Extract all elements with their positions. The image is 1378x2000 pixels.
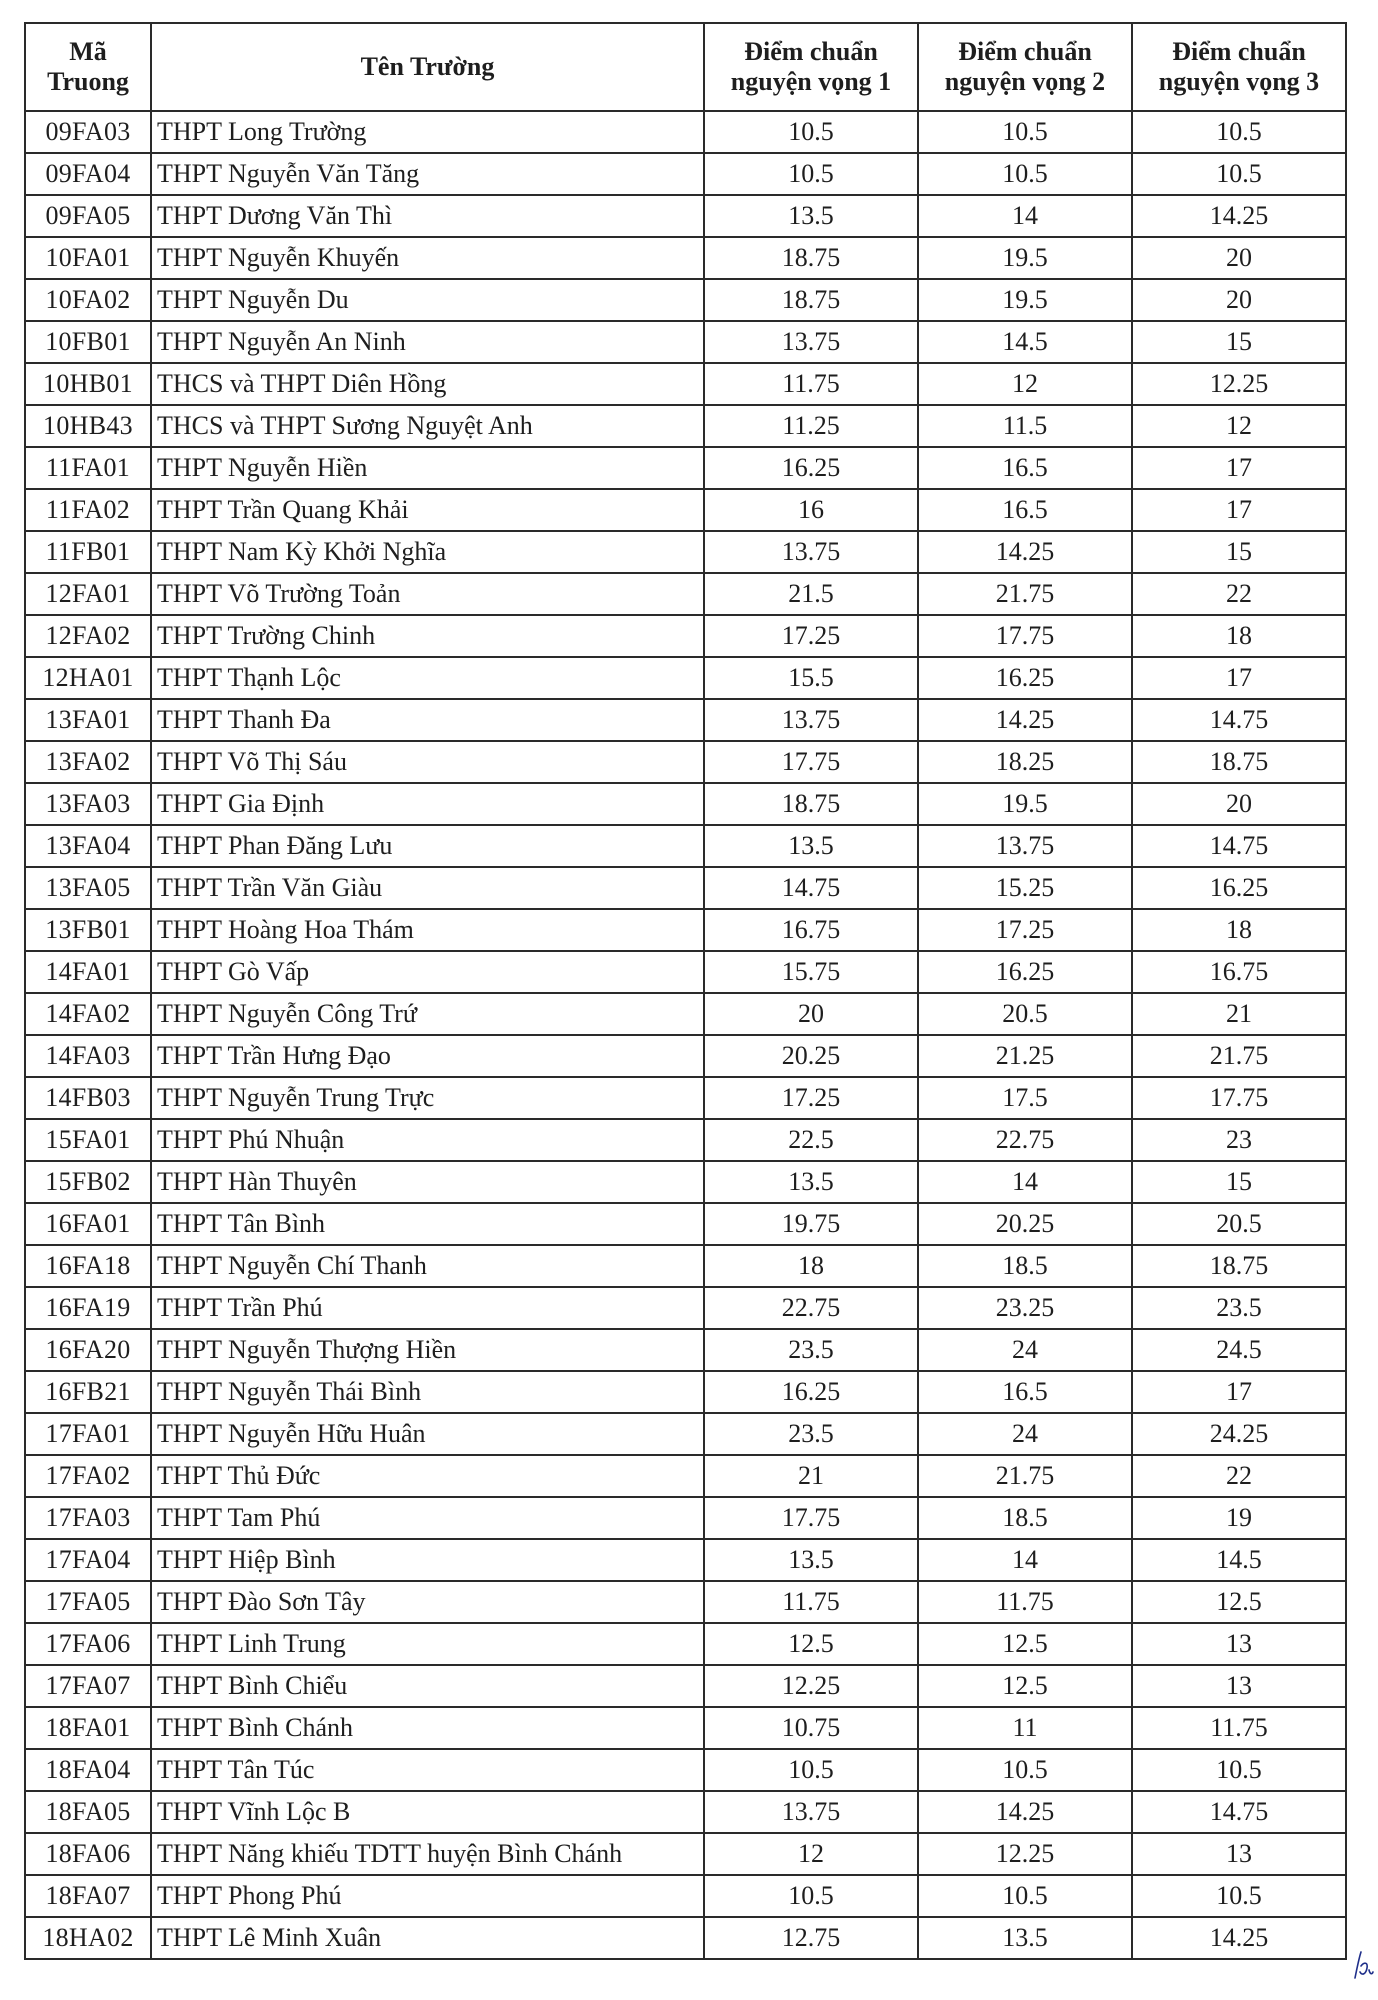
score-nv2-cell: 20.25 [918,1203,1132,1245]
table-row [25,615,1346,657]
score-nv3-cell: 10.5 [1132,153,1346,195]
table-row [25,1581,1346,1623]
school-code-cell: 14FA02 [25,993,151,1035]
score-nv3-cell: 17.75 [1132,1077,1346,1119]
school-code-cell: 18FA01 [25,1707,151,1749]
score-nv2-cell: 16.5 [918,447,1132,489]
score-nv1-cell: 13.5 [704,1161,918,1203]
score-nv3-cell: 23.5 [1132,1287,1346,1329]
school-name-cell: THPT Thạnh Lộc [151,657,704,699]
school-name-cell: THPT Năng khiếu TDTT huyện Bình Chánh [151,1833,704,1875]
school-code-cell: 11FB01 [25,531,151,573]
score-nv2-cell: 19.5 [918,237,1132,279]
score-nv3-cell: 15 [1132,321,1346,363]
score-nv1-cell: 13.75 [704,321,918,363]
score-nv2-cell: 14 [918,195,1132,237]
school-code-cell: 15FA01 [25,1119,151,1161]
score-nv3-cell: 19 [1132,1497,1346,1539]
table-row [25,741,1346,783]
table-row [25,1665,1346,1707]
school-name-cell: THPT Linh Trung [151,1623,704,1665]
table-row [25,1875,1346,1917]
school-name-cell: THPT Nam Kỳ Khởi Nghĩa [151,531,704,573]
table-body [25,111,1346,1959]
school-name-cell: THPT Trường Chinh [151,615,704,657]
score-nv2-cell: 12 [918,363,1132,405]
header-nv3-line2: nguyện vọng 3 [1158,67,1320,96]
score-nv3-cell: 15 [1132,531,1346,573]
table-row [25,111,1346,153]
school-name-cell: THPT Hàn Thuyên [151,1161,704,1203]
school-code-cell: 12HA01 [25,657,151,699]
school-code-cell: 17FA05 [25,1581,151,1623]
score-nv3-cell: 10.5 [1132,111,1346,153]
score-nv1-cell: 23.5 [704,1329,918,1371]
score-nv3-cell: 12.25 [1132,363,1346,405]
score-nv1-cell: 12 [704,1833,918,1875]
score-nv2-cell: 19.5 [918,783,1132,825]
score-nv3-cell: 14.75 [1132,825,1346,867]
score-nv1-cell: 13.75 [704,531,918,573]
score-nv1-cell: 21 [704,1455,918,1497]
score-nv1-cell: 16.75 [704,909,918,951]
school-code-cell: 12FA01 [25,573,151,615]
school-name-cell: THPT Dương Văn Thì [151,195,704,237]
score-nv1-cell: 13.5 [704,825,918,867]
table-row [25,825,1346,867]
score-nv2-cell: 17.25 [918,909,1132,951]
school-name-cell: THPT Bình Chiểu [151,1665,704,1707]
score-nv2-cell: 14.25 [918,531,1132,573]
header-nv1-line2: nguyện vọng 1 [730,67,892,96]
score-nv1-cell: 10.5 [704,1875,918,1917]
school-code-cell: 13FA04 [25,825,151,867]
score-nv2-cell: 12.25 [918,1833,1132,1875]
school-name-cell: THPT Nguyễn An Ninh [151,321,704,363]
score-nv1-cell: 12.5 [704,1623,918,1665]
score-nv1-cell: 23.5 [704,1413,918,1455]
table-row [25,1329,1346,1371]
score-nv2-cell: 23.25 [918,1287,1132,1329]
score-nv3-cell: 20.5 [1132,1203,1346,1245]
table-row [25,531,1346,573]
table-row [25,1119,1346,1161]
score-nv1-cell: 15.5 [704,657,918,699]
school-code-cell: 09FA03 [25,111,151,153]
score-nv3-cell: 21 [1132,993,1346,1035]
score-nv1-cell: 17.75 [704,1497,918,1539]
score-nv2-cell: 13.5 [918,1917,1132,1959]
score-nv1-cell: 18.75 [704,237,918,279]
table-row [25,1749,1346,1791]
score-nv3-cell: 23 [1132,1119,1346,1161]
score-nv1-cell: 19.75 [704,1203,918,1245]
score-nv2-cell: 19.5 [918,279,1132,321]
table-row [25,279,1346,321]
header-school-code [25,23,151,111]
score-nv1-cell: 10.5 [704,153,918,195]
school-name-cell: THPT Trần Hưng Đạo [151,1035,704,1077]
school-code-cell: 11FA02 [25,489,151,531]
school-name-cell: THPT Võ Trường Toản [151,573,704,615]
school-code-cell: 18FA05 [25,1791,151,1833]
school-code-cell: 13FA02 [25,741,151,783]
header-nv1-line1: Điểm chuẩn [744,37,878,66]
table-row [25,1371,1346,1413]
table-row [25,237,1346,279]
score-nv2-cell: 24 [918,1329,1132,1371]
score-nv3-cell: 17 [1132,489,1346,531]
signature-mark [1352,1948,1374,1982]
score-nv2-cell: 20.5 [918,993,1132,1035]
school-name-cell: THPT Thủ Đức [151,1455,704,1497]
header-row [25,23,1346,111]
score-nv3-cell: 21.75 [1132,1035,1346,1077]
school-name-cell: THPT Nguyễn Công Trứ [151,993,704,1035]
table-row [25,405,1346,447]
score-nv3-cell: 18.75 [1132,1245,1346,1287]
score-nv3-cell: 22 [1132,573,1346,615]
table-row [25,447,1346,489]
table-row [25,993,1346,1035]
school-name-cell: THPT Nguyễn Thượng Hiền [151,1329,704,1371]
score-nv3-cell: 20 [1132,279,1346,321]
score-nv2-cell: 17.75 [918,615,1132,657]
score-nv2-cell: 14.25 [918,699,1132,741]
school-code-cell: 18FA04 [25,1749,151,1791]
score-nv1-cell: 22.5 [704,1119,918,1161]
school-name-cell: THPT Bình Chánh [151,1707,704,1749]
score-nv1-cell: 14.75 [704,867,918,909]
table-row [25,1035,1346,1077]
score-nv1-cell: 17.75 [704,741,918,783]
score-nv2-cell: 16.25 [918,951,1132,993]
school-name-cell: THPT Long Trường [151,111,704,153]
table-row [25,699,1346,741]
school-code-cell: 17FA02 [25,1455,151,1497]
table-row [25,1077,1346,1119]
school-code-cell: 13FB01 [25,909,151,951]
score-nv2-cell: 16.25 [918,657,1132,699]
header-nv3-line1: Điểm chuẩn [1172,37,1306,66]
table-row [25,1707,1346,1749]
table-row [25,489,1346,531]
score-nv3-cell: 18 [1132,615,1346,657]
table-row [25,1497,1346,1539]
table-row [25,1833,1346,1875]
table-row [25,1413,1346,1455]
school-code-cell: 10HB43 [25,405,151,447]
score-nv2-cell: 22.75 [918,1119,1132,1161]
score-nv2-cell: 18.5 [918,1245,1132,1287]
score-nv3-cell: 24.25 [1132,1413,1346,1455]
score-nv2-cell: 15.25 [918,867,1132,909]
score-nv3-cell: 22 [1132,1455,1346,1497]
table-row [25,1203,1346,1245]
header-score-nv2 [918,23,1132,111]
score-nv2-cell: 10.5 [918,1875,1132,1917]
school-code-cell: 18FA07 [25,1875,151,1917]
school-code-cell: 10FB01 [25,321,151,363]
score-nv3-cell: 18 [1132,909,1346,951]
school-code-cell: 15FB02 [25,1161,151,1203]
score-nv2-cell: 14 [918,1539,1132,1581]
school-code-cell: 14FA03 [25,1035,151,1077]
score-nv1-cell: 16.25 [704,447,918,489]
table-row [25,909,1346,951]
table-row [25,1455,1346,1497]
school-code-cell: 10FA02 [25,279,151,321]
school-code-cell: 17FA07 [25,1665,151,1707]
school-code-cell: 16FA01 [25,1203,151,1245]
score-nv3-cell: 13 [1132,1665,1346,1707]
score-nv3-cell: 16.25 [1132,867,1346,909]
school-name-cell: THPT Gia Định [151,783,704,825]
score-nv2-cell: 16.5 [918,489,1132,531]
school-name-cell: THPT Trần Văn Giàu [151,867,704,909]
header-score-nv1 [704,23,918,111]
school-code-cell: 14FA01 [25,951,151,993]
score-nv3-cell: 14.75 [1132,1791,1346,1833]
score-nv3-cell: 12 [1132,405,1346,447]
score-nv1-cell: 12.75 [704,1917,918,1959]
score-nv1-cell: 13.75 [704,1791,918,1833]
score-nv3-cell: 14.5 [1132,1539,1346,1581]
score-nv2-cell: 14 [918,1161,1132,1203]
table-row [25,1245,1346,1287]
school-name-cell: THPT Nguyễn Hiền [151,447,704,489]
school-code-cell: 12FA02 [25,615,151,657]
score-nv1-cell: 18.75 [704,783,918,825]
score-nv1-cell: 17.25 [704,1077,918,1119]
table-header [25,23,1346,111]
school-code-cell: 16FA19 [25,1287,151,1329]
score-nv1-cell: 15.75 [704,951,918,993]
school-name-cell: THPT Võ Thị Sáu [151,741,704,783]
school-name-cell: THPT Phong Phú [151,1875,704,1917]
school-code-cell: 17FA04 [25,1539,151,1581]
school-name-cell: THPT Tam Phú [151,1497,704,1539]
school-code-cell: 17FA06 [25,1623,151,1665]
school-name-cell: THPT Hiệp Bình [151,1539,704,1581]
table-row [25,321,1346,363]
score-nv2-cell: 12.5 [918,1623,1132,1665]
school-name-cell: THPT Nguyễn Du [151,279,704,321]
score-nv1-cell: 22.75 [704,1287,918,1329]
score-nv1-cell: 20 [704,993,918,1035]
score-nv2-cell: 10.5 [918,111,1132,153]
school-name-cell: THPT Nguyễn Thái Bình [151,1371,704,1413]
school-code-cell: 13FA01 [25,699,151,741]
score-nv1-cell: 13.75 [704,699,918,741]
score-nv2-cell: 12.5 [918,1665,1132,1707]
table-row [25,867,1346,909]
score-nv3-cell: 16.75 [1132,951,1346,993]
table-row [25,657,1346,699]
score-nv1-cell: 10.5 [704,111,918,153]
score-nv3-cell: 10.5 [1132,1875,1346,1917]
table-row [25,783,1346,825]
score-nv1-cell: 16.25 [704,1371,918,1413]
school-name-cell: THPT Hoàng Hoa Thám [151,909,704,951]
score-nv3-cell: 13 [1132,1623,1346,1665]
table-row [25,195,1346,237]
school-name-cell: THPT Lê Minh Xuân [151,1917,704,1959]
score-nv2-cell: 11 [918,1707,1132,1749]
school-name-cell: THCS và THPT Sương Nguyệt Anh [151,405,704,447]
school-name-cell: THPT Trần Quang Khải [151,489,704,531]
school-code-cell: 10FA01 [25,237,151,279]
score-nv2-cell: 11.5 [918,405,1132,447]
school-name-cell: THPT Nguyễn Chí Thanh [151,1245,704,1287]
score-nv3-cell: 14.25 [1132,1917,1346,1959]
score-nv3-cell: 12.5 [1132,1581,1346,1623]
score-nv1-cell: 11.25 [704,405,918,447]
school-code-cell: 17FA01 [25,1413,151,1455]
school-name-cell: THPT Tân Túc [151,1749,704,1791]
score-nv1-cell: 10.75 [704,1707,918,1749]
score-nv2-cell: 13.75 [918,825,1132,867]
table-row [25,1791,1346,1833]
table-row [25,153,1346,195]
header-score-nv3 [1132,23,1346,111]
score-nv1-cell: 18.75 [704,279,918,321]
score-nv3-cell: 10.5 [1132,1749,1346,1791]
school-code-cell: 16FB21 [25,1371,151,1413]
school-code-cell: 16FA20 [25,1329,151,1371]
score-nv3-cell: 24.5 [1132,1329,1346,1371]
score-nv2-cell: 18.25 [918,741,1132,783]
school-code-cell: 18HA02 [25,1917,151,1959]
score-nv3-cell: 17 [1132,447,1346,489]
score-nv1-cell: 10.5 [704,1749,918,1791]
table-row [25,1161,1346,1203]
header-school-name: Tên Trường [151,23,704,111]
table-row [25,951,1346,993]
score-nv2-cell: 16.5 [918,1371,1132,1413]
score-nv1-cell: 16 [704,489,918,531]
table-row [25,363,1346,405]
school-name-cell: THPT Trần Phú [151,1287,704,1329]
score-nv2-cell: 21.25 [918,1035,1132,1077]
score-nv2-cell: 10.5 [918,153,1132,195]
header-code-line1: Mã [69,37,107,66]
school-name-cell: THPT Thanh Đa [151,699,704,741]
school-code-cell: 18FA06 [25,1833,151,1875]
score-nv3-cell: 20 [1132,237,1346,279]
score-nv3-cell: 17 [1132,1371,1346,1413]
score-nv1-cell: 21.5 [704,573,918,615]
admission-score-table [24,22,1347,1960]
school-name-cell: THPT Đào Sơn Tây [151,1581,704,1623]
school-code-cell: 09FA05 [25,195,151,237]
table-row [25,1539,1346,1581]
score-nv1-cell: 13.5 [704,195,918,237]
score-nv3-cell: 11.75 [1132,1707,1346,1749]
school-code-cell: 11FA01 [25,447,151,489]
header-nv2-line2: nguyện vọng 2 [944,67,1106,96]
score-nv2-cell: 14.5 [918,321,1132,363]
school-code-cell: 17FA03 [25,1497,151,1539]
school-name-cell: THPT Nguyễn Văn Tăng [151,153,704,195]
score-nv3-cell: 14.25 [1132,195,1346,237]
school-name-cell: THPT Vĩnh Lộc B [151,1791,704,1833]
school-code-cell: 09FA04 [25,153,151,195]
score-nv3-cell: 13 [1132,1833,1346,1875]
table-row [25,1623,1346,1665]
score-nv2-cell: 14.25 [918,1791,1132,1833]
school-name-cell: THPT Gò Vấp [151,951,704,993]
school-name-cell: THCS và THPT Diên Hồng [151,363,704,405]
school-code-cell: 14FB03 [25,1077,151,1119]
score-nv2-cell: 24 [918,1413,1132,1455]
score-nv1-cell: 11.75 [704,1581,918,1623]
table-row [25,573,1346,615]
score-nv3-cell: 15 [1132,1161,1346,1203]
score-nv2-cell: 11.75 [918,1581,1132,1623]
school-code-cell: 13FA03 [25,783,151,825]
score-nv2-cell: 21.75 [918,573,1132,615]
school-name-cell: THPT Phan Đăng Lưu [151,825,704,867]
score-nv2-cell: 18.5 [918,1497,1132,1539]
table-row [25,1917,1346,1959]
school-name-cell: THPT Phú Nhuận [151,1119,704,1161]
score-nv1-cell: 12.25 [704,1665,918,1707]
school-code-cell: 13FA05 [25,867,151,909]
score-nv1-cell: 18 [704,1245,918,1287]
school-name-cell: THPT Tân Bình [151,1203,704,1245]
score-nv1-cell: 20.25 [704,1035,918,1077]
header-nv2-line1: Điểm chuẩn [958,37,1092,66]
table-row [25,1287,1346,1329]
score-nv1-cell: 11.75 [704,363,918,405]
school-code-cell: 16FA18 [25,1245,151,1287]
score-nv2-cell: 17.5 [918,1077,1132,1119]
school-name-cell: THPT Nguyễn Trung Trực [151,1077,704,1119]
school-name-cell: THPT Nguyễn Khuyến [151,237,704,279]
score-nv1-cell: 17.25 [704,615,918,657]
score-nv3-cell: 20 [1132,783,1346,825]
score-nv1-cell: 13.5 [704,1539,918,1581]
school-code-cell: 10HB01 [25,363,151,405]
score-nv3-cell: 18.75 [1132,741,1346,783]
school-name-cell: THPT Nguyễn Hữu Huân [151,1413,704,1455]
score-nv2-cell: 21.75 [918,1455,1132,1497]
score-nv2-cell: 10.5 [918,1749,1132,1791]
header-code-line2: Truong [47,67,129,96]
score-nv3-cell: 14.75 [1132,699,1346,741]
score-nv3-cell: 17 [1132,657,1346,699]
